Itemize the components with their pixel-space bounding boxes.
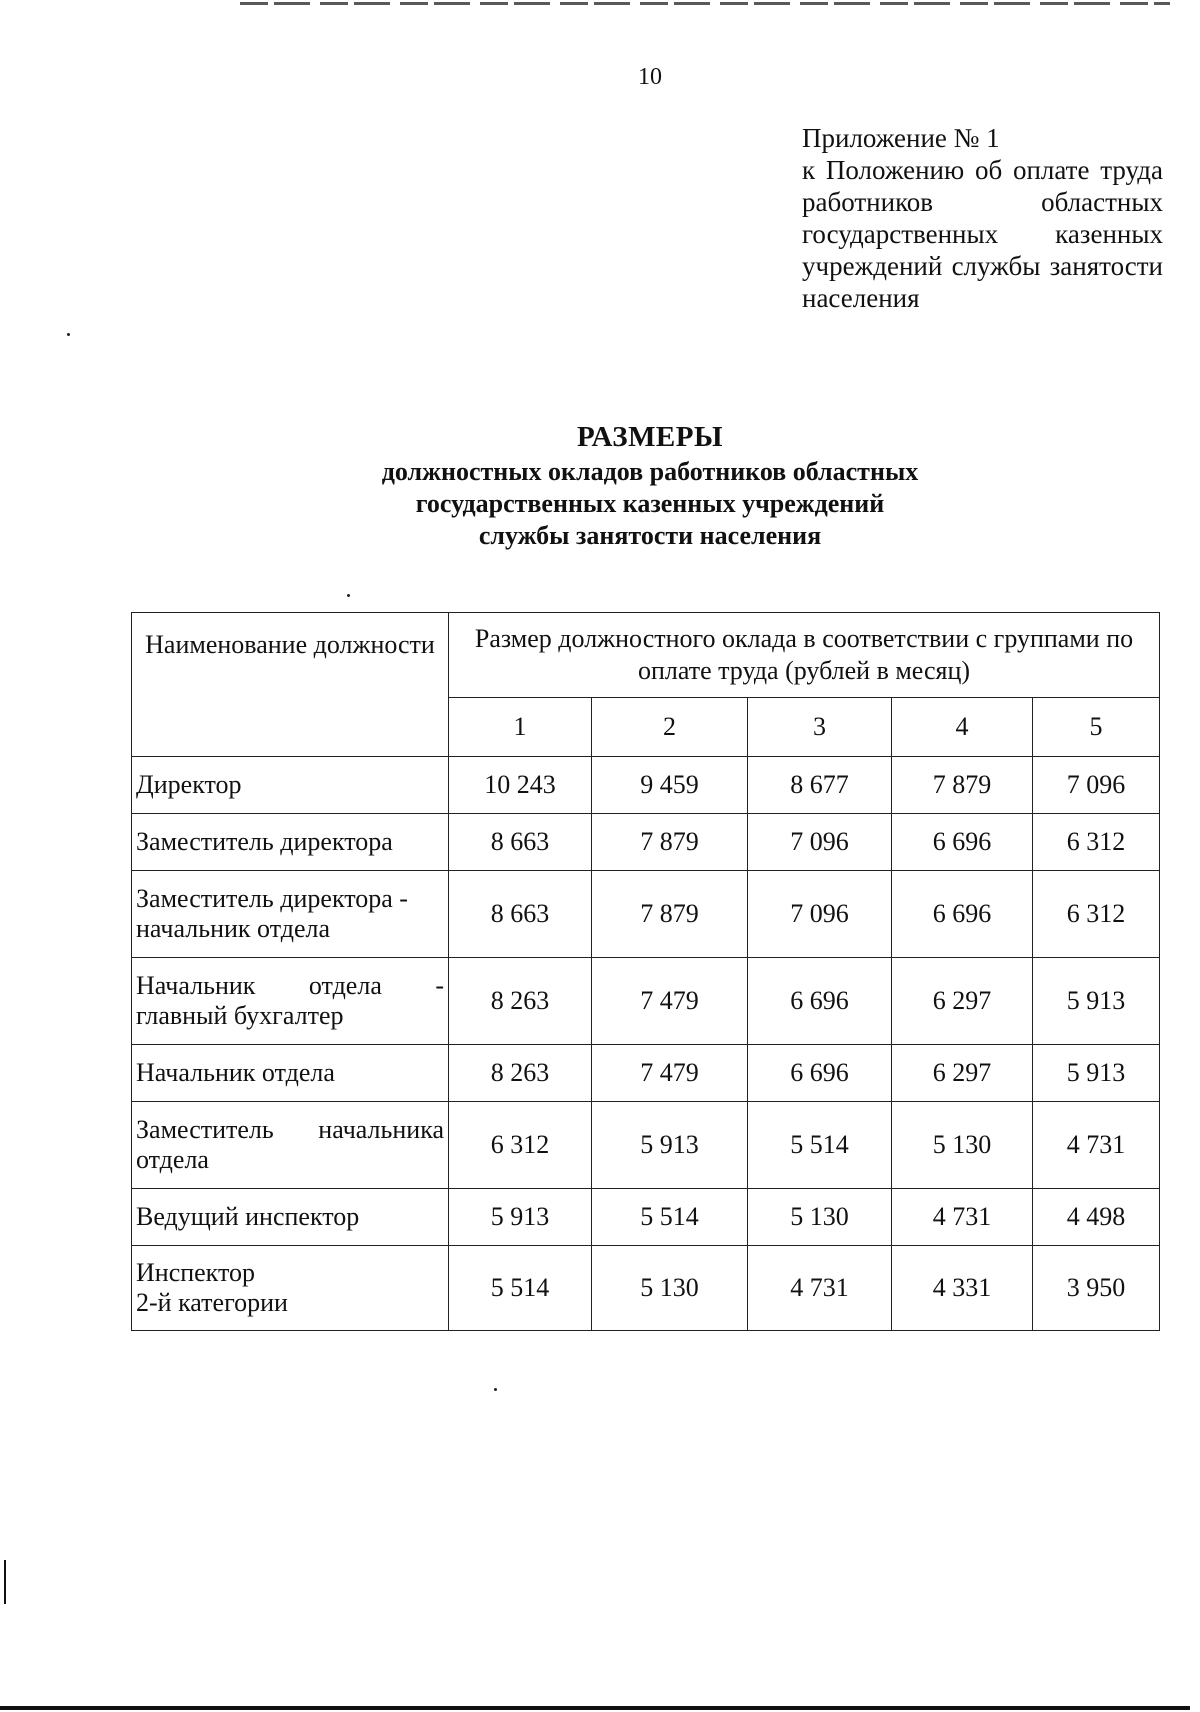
salary-cell: 4 731 [1033,1102,1160,1189]
appendix-title: Приложение № 1 [802,123,1000,153]
salary-cell: 5 913 [592,1102,748,1189]
position-line-2: 2-й категории [136,1288,288,1317]
salary-cell: 7 096 [748,814,892,871]
salary-cell: 8 263 [449,1045,592,1102]
header-group-1: 1 [449,698,592,757]
salary-table [131,612,1160,1331]
salary-cell: 4 498 [1033,1189,1160,1246]
salary-cell: 10 243 [449,757,592,814]
salary-cell: 5 130 [748,1189,892,1246]
appendix-note [802,122,1163,314]
salary-cell: 7 096 [1033,757,1160,814]
salary-cell: 6 696 [748,1045,892,1102]
scan-speck [347,594,350,597]
position-line-2: начальник отдела [136,914,331,943]
salary-cell: 5 514 [449,1246,592,1331]
salary-cell: 8 677 [748,757,892,814]
salary-cell: 5 913 [1033,958,1160,1045]
salary-cell: 6 297 [892,958,1033,1045]
table-row [132,871,1160,958]
position-line-1: Заместитель начальника [136,1115,444,1144]
salary-cell: 7 879 [892,757,1033,814]
salary-cell: 8 663 [449,814,592,871]
scan-mark-left [4,1560,6,1604]
document-title [250,418,1050,552]
position-cell: Директор [132,757,449,814]
position-cell [132,871,449,958]
table-row [132,958,1160,1045]
position-cell [132,1102,449,1189]
table-row [132,814,1160,871]
salary-cell: 6 696 [892,871,1033,958]
table-row [132,1045,1160,1102]
salary-cell: 7 879 [592,814,748,871]
salary-cell: 5 913 [449,1189,592,1246]
salary-cell: 3 950 [1033,1246,1160,1331]
appendix-body: к Положению об оплате труда работников областных государственных казенных учреждений службы занятости населения [802,155,1163,313]
position-cell: Заместитель директора [132,814,449,871]
salary-cell: 6 696 [748,958,892,1045]
scan-speck [494,1388,497,1391]
salary-cell: 7 879 [592,871,748,958]
header-group-3: 3 [748,698,892,757]
title-main: РАЗМЕРЫ [577,421,723,453]
salary-cell: 4 731 [892,1189,1033,1246]
title-line-1: должностных окладов работников областных [381,457,919,486]
table-row [132,1102,1160,1189]
table-row [132,1246,1160,1331]
position-line-1: Инспектор [136,1258,255,1287]
position-line-1: Заместитель директора - [136,884,408,913]
salary-cell: 6 696 [892,814,1033,871]
scan-edge-top [240,2,1170,5]
header-group-4: 4 [892,698,1033,757]
header-group-5: 5 [1033,698,1160,757]
salary-cell: 6 312 [449,1102,592,1189]
salary-cell: 4 331 [892,1246,1033,1331]
salary-cell: 5 130 [592,1246,748,1331]
position-cell [132,1246,449,1331]
salary-cell: 7 479 [592,1045,748,1102]
header-salary-size: Размер должностного оклада в соответствии с группами по оплате труда (рублей в месяц) [449,613,1160,698]
salary-cell: 5 130 [892,1102,1033,1189]
salary-cell: 5 913 [1033,1045,1160,1102]
scan-speck [67,333,70,336]
header-position-name: Наименование должности [132,613,449,757]
table-row [132,1189,1160,1246]
position-cell: Ведущий инспектор [132,1189,449,1246]
title-line-2: государственных казенных учреждений [415,489,885,518]
position-line-2: главный бухгалтер [136,1001,344,1030]
salary-cell: 6 312 [1033,814,1160,871]
salary-cell: 9 459 [592,757,748,814]
salary-cell: 5 514 [592,1189,748,1246]
page-number: 10 [638,64,662,90]
salary-cell: 7 096 [748,871,892,958]
scan-edge-bottom [0,1706,1190,1710]
position-cell [132,958,449,1045]
salary-cell: 6 297 [892,1045,1033,1102]
position-line-2: отдела [136,1145,209,1174]
position-cell: Начальник отдела [132,1045,449,1102]
header-group-2: 2 [592,698,748,757]
salary-cell: 8 663 [449,871,592,958]
position-line-1: Начальник отдела - [136,971,444,1000]
salary-cell: 4 731 [748,1246,892,1331]
salary-cell: 7 479 [592,958,748,1045]
salary-cell: 5 514 [748,1102,892,1189]
table-row [132,757,1160,814]
salary-cell: 6 312 [1033,871,1160,958]
salary-cell: 8 263 [449,958,592,1045]
title-line-3: службы занятости населения [478,521,822,550]
